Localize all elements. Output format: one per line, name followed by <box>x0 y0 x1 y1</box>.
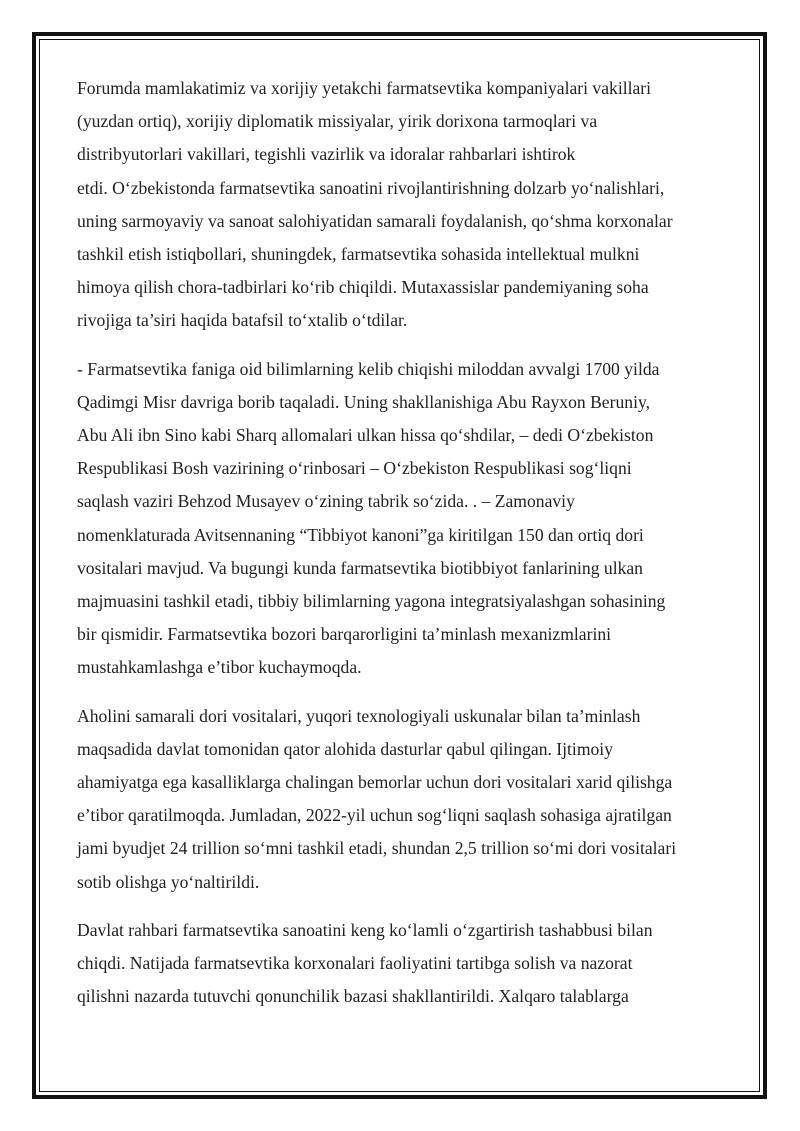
paragraph-forum <box>77 72 737 338</box>
text-line: vositalari mavjud. Va bugungi kunda farmatsevtika biotibbiyot fanlarining ulkan <box>77 557 643 578</box>
text-line: qilishni nazarda tutuvchi qonunchilik bazasi shakllantirildi. Xalqaro talablarga <box>77 986 629 1007</box>
text-line: Forumda mamlakatimiz va xorijiy yetakchi farmatsevtika kompaniyalari vakillari <box>77 78 652 98</box>
text-line: bir qismidir. Farmatsevtika bozori barqarorligini ta’minlash mexanizmlarini <box>77 624 612 645</box>
text-line: Qadimgi Misr davriga borib taqaladi. Uning shakllanishiga Abu Rayxon Beruniy, <box>77 391 651 412</box>
text-line: tashkil etish istiqbollari, shuningdek, farmatsevtika sohasida intellektual mulkni <box>77 244 640 265</box>
text-line: himoya qilish chora-tadbirlari ko‘rib chiqildi. Mutaxassislar pandemiyaning soha <box>77 277 649 298</box>
paragraph-reform <box>77 914 737 1014</box>
text-line: Aholini samarali dori vositalari, yuqori texnologiyali uskunalar bilan ta’minlash <box>77 705 641 726</box>
paragraph-quote <box>77 353 737 685</box>
text-line: rivojiga ta’siri haqida batafsil to‘xtalib o‘tdilar. <box>77 310 408 331</box>
paragraph-supply <box>77 700 737 899</box>
text-line: Respublikasi Bosh vazirining o‘rinbosari – O‘zbekiston Respublikasi sog‘liqni <box>77 458 632 479</box>
text-line: distribyutorlari vakillari, tegishli vazirlik va idoralar rahbarlari ishtirok <box>77 144 576 165</box>
text-line: sotib olishga yo‘naltirildi. <box>77 871 260 892</box>
text-line: ahamiyatga ega kasalliklarga chalingan bemorlar uchun dori vositalari xarid qilishga <box>77 772 673 793</box>
text-line: majmuasini tashkil etadi, tibbiy bilimlarning yagona integratsiyalashgan sohasining <box>77 591 666 612</box>
text-line: Abu Ali ibn Sino kabi Sharq allomalari ulkan hissa qo‘shdilar, – dedi O‘zbekiston <box>77 425 654 446</box>
text-line: maqsadida davlat tomonidan qator alohida dasturlar qabul qilingan. Ijtimoiy <box>77 738 613 759</box>
text-line: chiqdi. Natijada farmatsevtika korxonalari faoliyatini tartibga solish va nazorat <box>77 953 633 974</box>
text-line: etdi. O‘zbekistonda farmatsevtika sanoatini rivojlantirishning dolzarb yo‘nalishlari, <box>77 177 665 198</box>
text-line: e’tibor qaratilmoqda. Jumladan, 2022-yil uchun sog‘liqni saqlash sohasiga ajratilgan <box>77 805 672 826</box>
text-line: uning sarmoyaviy va sanoat salohiyatidan samarali foydalanish, qo‘shma korxonalar <box>77 210 673 231</box>
text-line: - Farmatsevtika faniga oid bilimlarning kelib chiqishi miloddan avvalgi 1700 yilda <box>77 358 660 379</box>
text-line: (yuzdan ortiq), xorijiy diplomatik missiyalar, yirik dorixona tarmoqlari va <box>77 111 598 132</box>
text-line: saqlash vaziri Behzod Musayev o‘zining tabrik so‘zida. . – Zamonaviy <box>77 491 575 512</box>
document-body <box>77 72 737 1028</box>
text-line: Davlat rahbari farmatsevtika sanoatini keng ko‘lamli o‘zgartirish tashabbusi bilan <box>77 919 653 940</box>
text-line: mustahkamlashga e’tibor kuchaymoqda. <box>77 657 362 678</box>
text-line: nomenklaturada Avitsennaning “Tibbiyot kanoni”ga kiritilgan 150 dan ortiq dori <box>77 524 644 545</box>
text-line: jami byudjet 24 trillion so‘mni tashkil etadi, shundan 2,5 trillion so‘mi dori vositalari <box>77 838 677 859</box>
